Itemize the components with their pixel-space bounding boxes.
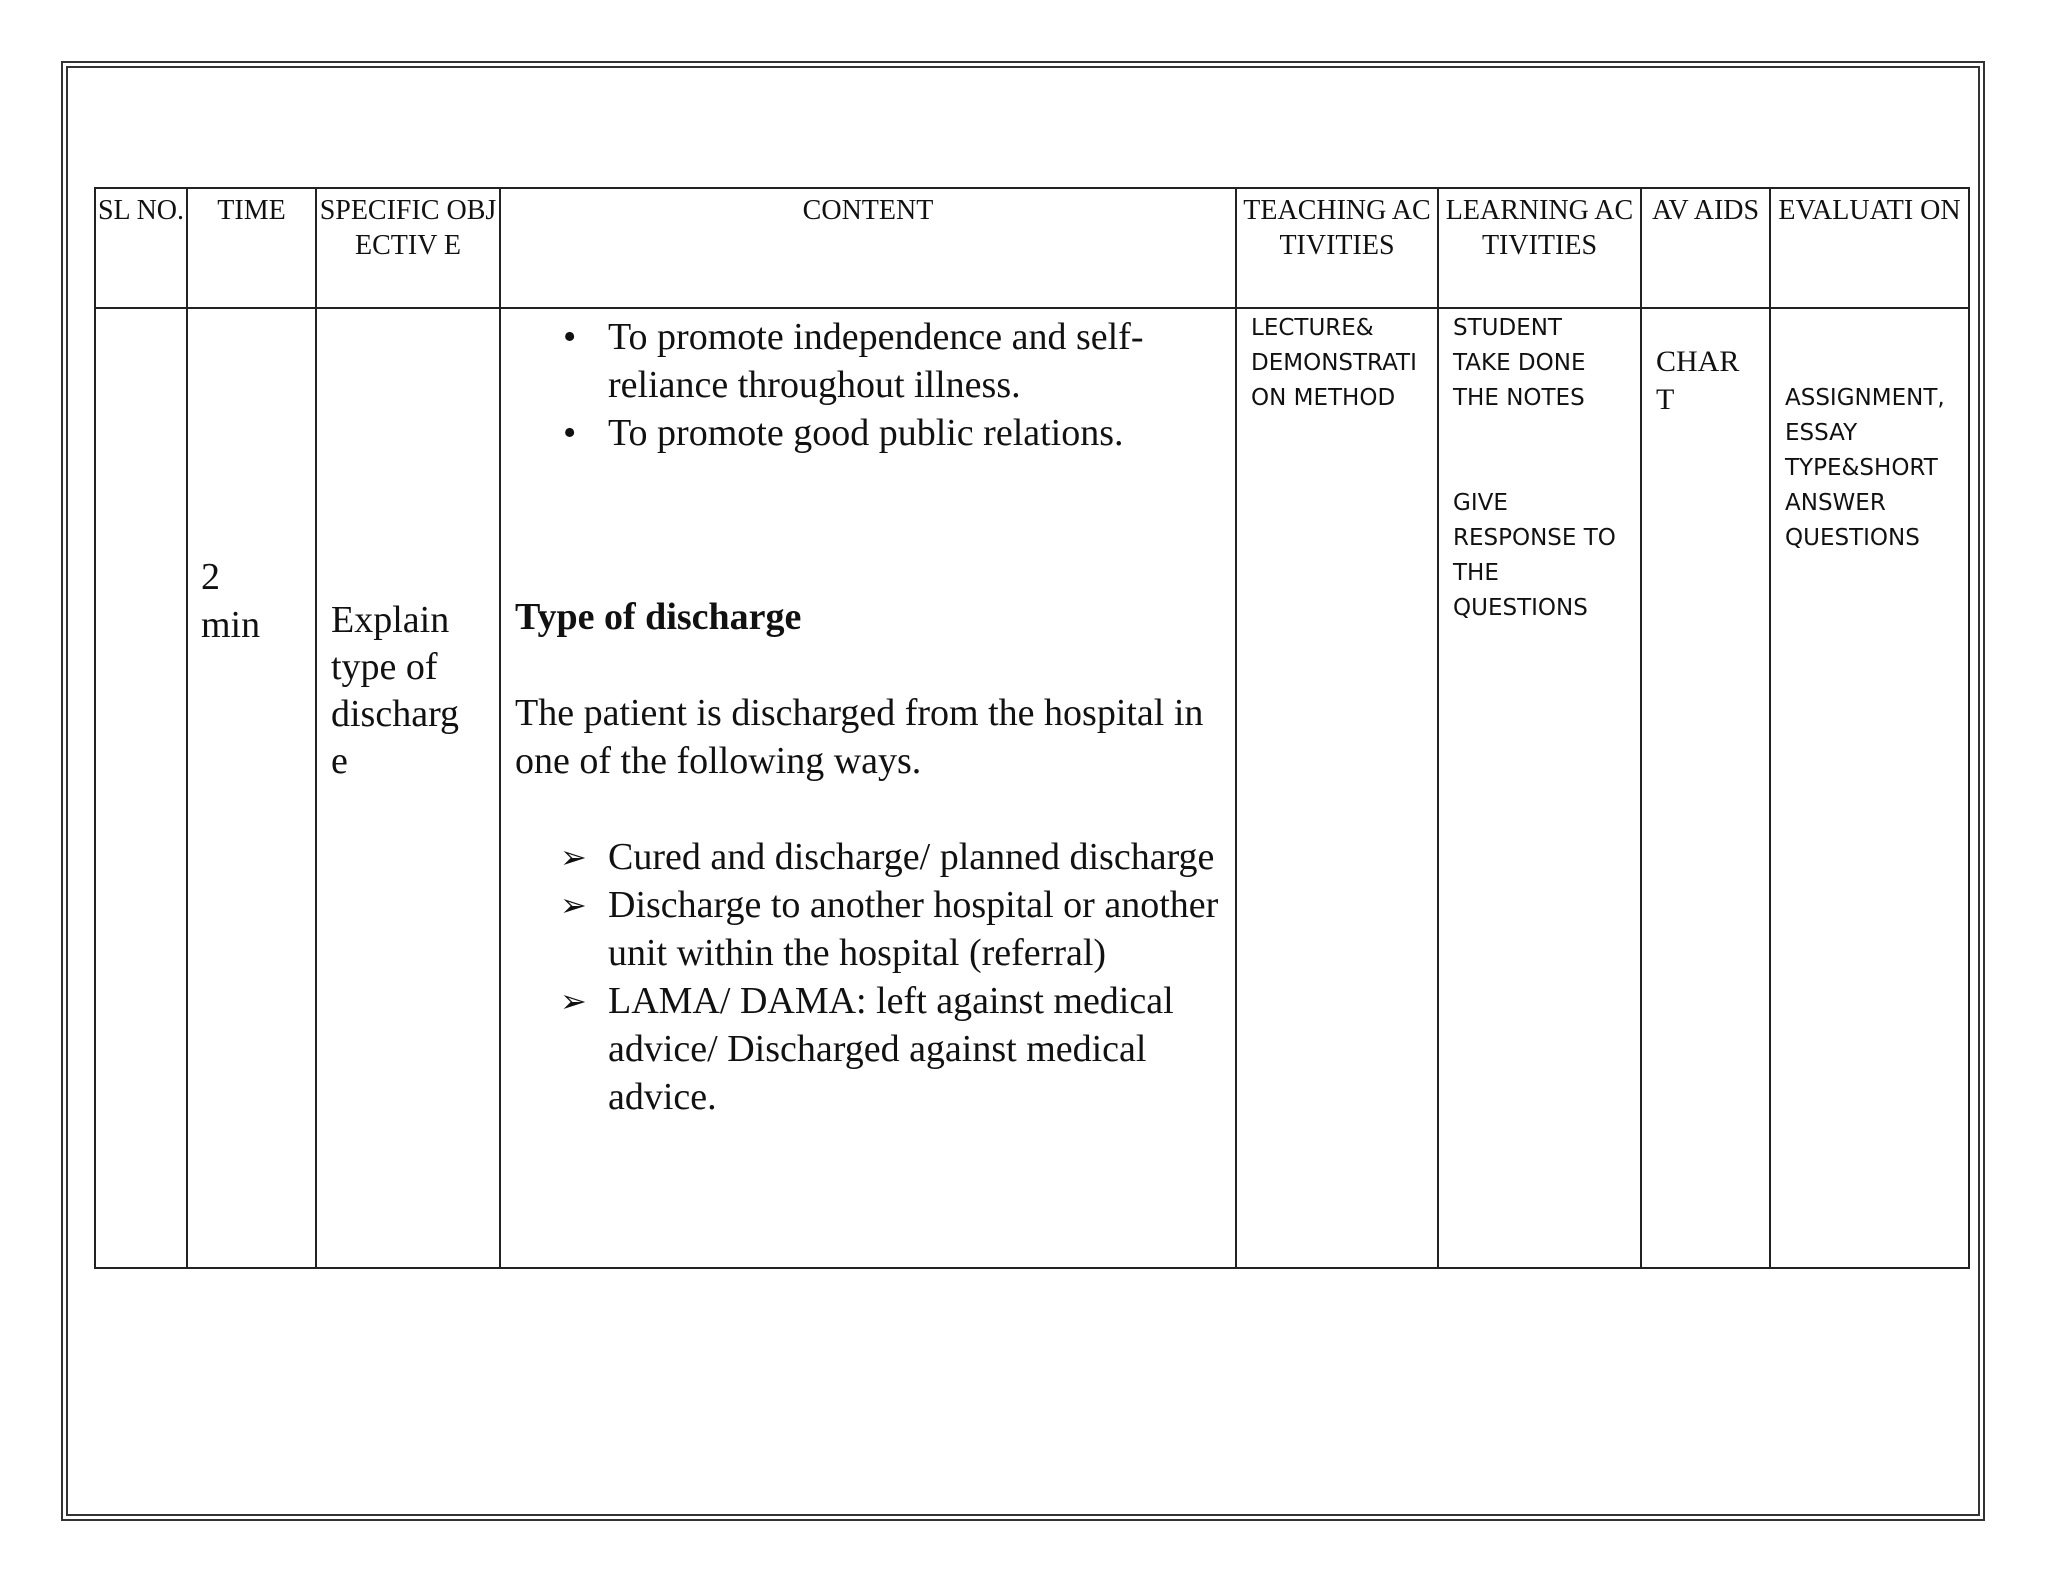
list-item [515,977,1225,1121]
list-item [515,833,1225,881]
section-title: Type of discharge [515,596,802,638]
header-specific-objective: SPECIFIC OBJECTIV E [316,188,500,308]
time-value: 2 min [201,556,261,646]
arrow-bullet-icon: ➢ [560,982,587,1020]
list-item [515,409,1225,457]
list-item-text: LAMA/ DAMA: left against medical advice/ Discharged against medical advice. [608,980,1174,1118]
bullet-icon: • [563,412,577,454]
arrow-bullet-icon: ➢ [560,838,587,876]
header-teaching-activities: TEACHING ACTIVITIES [1236,188,1438,308]
header-content: CONTENT [500,188,1236,308]
lesson-plan-table [94,187,1970,1269]
list-item-text: Cured and discharge/ planned discharge [608,836,1215,878]
bullet-text: To promote good public relations. [608,412,1124,454]
cell-teaching-activities [1236,308,1438,1268]
list-item [515,881,1225,977]
header-learning-activities: LEARNING ACTIVITIES [1438,188,1641,308]
evaluation-value: ASSIGNMENT, ESSAY TYPE&SHORT ANSWER QUESTIONS [1785,385,1945,551]
table-header-row [95,188,1969,308]
section-paragraph: The patient is discharged from the hospital in one of the following ways. [515,692,1204,782]
bullet-text: To promote independence and self-reliance throughout illness. [608,316,1144,406]
arrow-bullet-icon: ➢ [560,886,587,924]
av-aids-value: CHAR T [1656,345,1740,416]
cell-content [500,308,1236,1268]
header-time: TIME [187,188,316,308]
teaching-activities-value: LECTURE& DEMONSTRATI ON METHOD [1251,315,1417,411]
header-evaluation: EVALUATI ON [1770,188,1969,308]
table-row [95,308,1969,1268]
list-item-text: Discharge to another hospital or another unit within the hospital (referral) [608,884,1219,974]
discharge-type-list [515,833,1225,1121]
cell-time [187,308,316,1268]
header-av-aids: AV AIDS [1641,188,1770,308]
cell-learning-activities [1438,308,1641,1268]
header-sl-no: SL NO. [95,188,187,308]
learning-activities-notes: STUDENT TAKE DONE THE NOTES [1453,315,1586,411]
cell-sl-no [95,308,187,1268]
bullet-icon: • [563,316,577,358]
content-body [515,313,1225,1121]
cell-av-aids [1641,308,1770,1268]
objective-bullet-list [515,313,1225,457]
cell-evaluation [1770,308,1969,1268]
specific-objective-value: Explain type of discharg e [331,599,460,782]
cell-specific-objective [316,308,500,1268]
list-item [515,313,1225,409]
learning-activities-response: GIVE RESPONSE TO THE QUESTIONS [1453,490,1616,621]
